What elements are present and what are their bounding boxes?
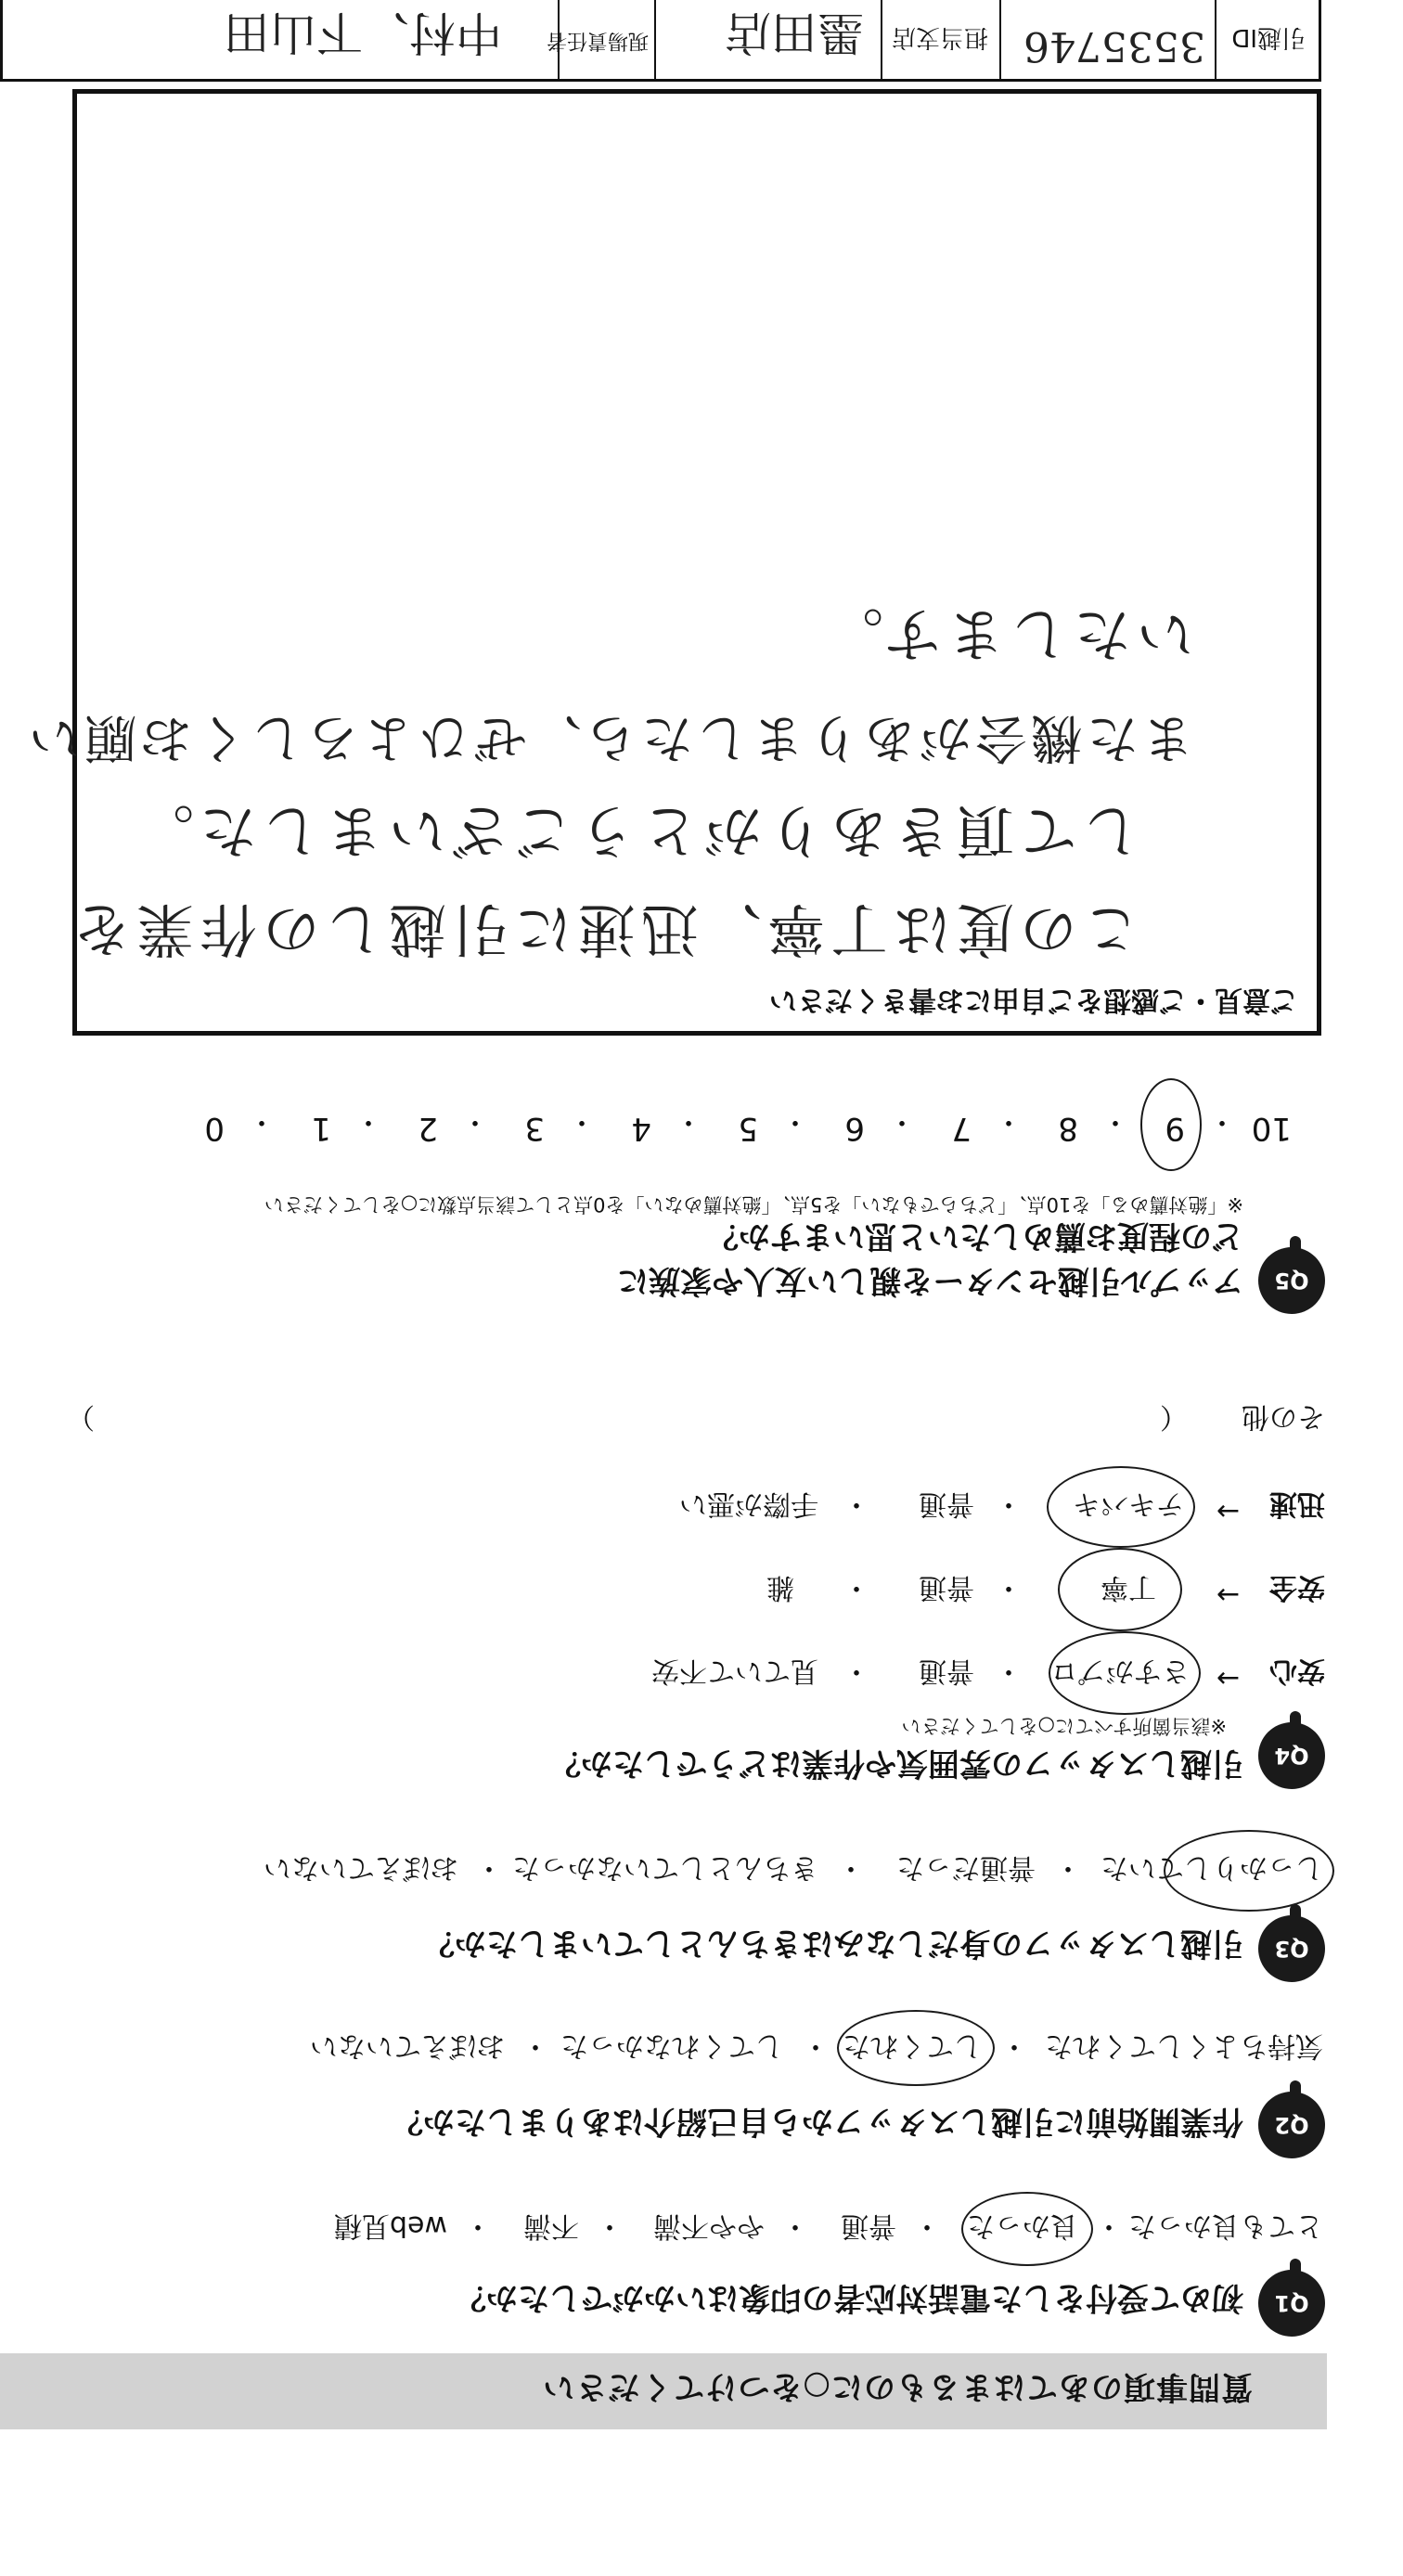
q4-row-label-safety: 安全 (1269, 1571, 1325, 1604)
q4-other-close-paren: ） (67, 1400, 95, 1433)
header-leader-label-cell (546, 0, 654, 79)
q5-question-line1: アップル引越センターを親しい友人や家族に (617, 1262, 1243, 1299)
header-id-label-cell (1215, 0, 1319, 79)
header-branch-value-cell (654, 0, 881, 79)
q3-selection-circle (1164, 1830, 1334, 1912)
header-branch-label-cell (881, 0, 999, 79)
header-id-label: 引越ID (1231, 23, 1306, 51)
q4-speed-option-brisk[interactable]: テキパキ (1073, 1488, 1184, 1520)
q1-option-web-estimate[interactable]: web見積 (333, 2209, 447, 2242)
q1-option-very-good[interactable]: とても良かった (1128, 2209, 1323, 2242)
q4-safety-option-rough[interactable]: 雑 (766, 1571, 794, 1604)
q3-option-proper[interactable]: しっかりしていた (1101, 1851, 1323, 1884)
header-id-value: 3535746 (1023, 22, 1205, 70)
q5-question-line2: どの程度お薦めしたいと思いますか？ (707, 1217, 1243, 1255)
feedback-box (25, 89, 1321, 1036)
q2-option-did-not[interactable]: してくれなかった (560, 2029, 783, 2062)
q4-other-open-paren: （ (1160, 1400, 1188, 1433)
q5-score-5[interactable]: 5 (738, 1110, 758, 1147)
q4-safety-option-normal[interactable]: 普通 (919, 1571, 974, 1604)
feedback-line-4: いたします。 (819, 600, 1194, 668)
q4-mind-option-pro[interactable]: さすがプロ (1050, 1655, 1190, 1687)
q5-score-4[interactable]: 4 (631, 1110, 651, 1147)
q2-badge: Q2 (1258, 2092, 1325, 2158)
q4-mind-option-normal[interactable]: 普通 (919, 1655, 974, 1687)
q4-other-label: その他 (1242, 1400, 1325, 1433)
instruction-banner (0, 2353, 1327, 2429)
q4-speed-option-clumsy[interactable]: 手際が悪い (679, 1488, 818, 1520)
q5-score-10[interactable]: 10 (1251, 1110, 1292, 1147)
q1-option-dissatisfied[interactable]: 不満 (523, 2209, 579, 2242)
q4-row-label-speed: 迅速 (1269, 1488, 1325, 1520)
header-id-value-cell (999, 0, 1215, 79)
q5-score-7[interactable]: 7 (951, 1110, 972, 1147)
q5-score-3[interactable]: 3 (524, 1110, 545, 1147)
q4-safety-option-careful[interactable]: 丁寧 (1101, 1571, 1156, 1604)
q1-option-normal[interactable]: 普通 (841, 2209, 896, 2242)
q5-selection-circle (1140, 1078, 1202, 1171)
q1-question: 初めて受付をした電話対応者の印象はいかがでしたか？ (455, 2279, 1243, 2316)
q3-badge: Q3 (1258, 1915, 1325, 1982)
q2-question: 作業開始前に引越しスタッフから自己紹介はありましたか？ (392, 2103, 1243, 2140)
q5-score-9[interactable]: 9 (1165, 1110, 1185, 1147)
q4-mind-option-anxious[interactable]: 見ていて不安 (651, 1655, 818, 1687)
q3-option-normal[interactable]: 普通だった (896, 1851, 1036, 1884)
feedback-line-3: また機会がありましたら、ぜひよろしくお願い (25, 707, 1194, 767)
q5-note: ※「絶対薦める」を10点、「どちらでもない」を5点、「絶対薦めない」を0点として該当点数に○をしてください (264, 1193, 1243, 1216)
header-branch-label: 担当支店 (891, 23, 988, 51)
q5-score-6[interactable]: 6 (844, 1110, 865, 1147)
q4-badge: Q4 (1258, 1722, 1325, 1789)
q2-option-dont-remember[interactable]: おぼえていない (310, 2029, 505, 2062)
q5-badge: Q5 (1258, 1247, 1325, 1314)
q2-option-very-kindly[interactable]: 気持ちよくしてくれた (1045, 2029, 1323, 2062)
banner-text: 質問事項のあてはまるものに○をつけてください (542, 2368, 1253, 2405)
q4-speed-selection-circle (1047, 1466, 1195, 1548)
feedback-title: ご意見・ご感想をご自由にお書きください (769, 984, 1298, 1016)
q1-option-good[interactable]: 良かった (967, 2209, 1078, 2242)
feedback-line-2: して頂きありがとうございました。 (130, 797, 1140, 865)
q4-safety-selection-circle (1058, 1548, 1182, 1631)
survey-sheet: 質問事項のあてはまるものに○をつけてください Q1 初めて受付をした電話対応者の印象はいかがでしたか？ とても良かった ・ 良かった ・ 普通 ・ やや不満 ・ 不満 ・ web見積 Q2 作業開始前に引越しスタッフから自己紹介はありましたか？ 気持ちよくしてくれた ・ してくれた ・ してくれなかった ・ おぼえていない Q3 引越しスタッフの身だしなみはきちんとしていましたか？ しっかりしていた ・ 普通だった ・ きちんとしていなかった ・ おぼえていない Q4 引越しスタッフの雰囲気や作業はどうでしたか？ ※該当箇所すべてに○をしてください 安心 → さすがプロ ・ 普通 ・ 見ていて不安 安全 → 丁寧 ・ 普通 ・ 雑 迅速 → テキパキ ・ 普通 ・ 手際が悪い その他 （ ） Q5 アップル引越センターを親しい友人や家族に どの程度お薦めしたいと思いますか？ ※「絶対薦める」を10点、「どちらでもない」を5点、「絶対薦めない」を0点として該当点数に○をしてください 10 ・ 9 ・ 8 ・ 7 ・ 6 ・ 5 ・ 4 ・ 3 ・ 2 ・ 1 ・ 0 ご意見・ご感想をご自由にお書きください この度は丁寧、迅速に引越しの作業を して頂きありがとうございました。 また機会がありましたら、ぜひよろしくお願い いたします。 引越ID 3535746 担当支店 墨田店 現場責任者 中村、下山田 (0, 0, 1403, 2576)
q5-score-1[interactable]: 1 (311, 1110, 331, 1147)
q4-question: 引越しスタッフの雰囲気や作業はどうでしたか？ (549, 1745, 1243, 1782)
q1-selection-circle (961, 2192, 1093, 2266)
q5-score-2[interactable]: 2 (418, 1110, 438, 1147)
q3-question: 引越しスタッフの身だしなみはきちんとしていましたか？ (423, 1925, 1243, 1962)
q1-badge: Q1 (1258, 2270, 1325, 2337)
q2-option-did[interactable]: してくれた (843, 2029, 982, 2062)
q4-mind-selection-circle (1049, 1631, 1201, 1715)
header-table (0, 0, 1321, 82)
header-leader-value: 中村、下山田 (224, 6, 502, 59)
q1-option-somewhat-dissatisfied[interactable]: やや不満 (653, 2209, 765, 2242)
header-leader-label: 現場責任者 (546, 29, 649, 52)
q3-option-not-proper[interactable]: きちんとしていなかった (512, 1851, 818, 1884)
q5-score-0[interactable]: 0 (204, 1110, 225, 1147)
q4-row-label-mind: 安心 (1269, 1655, 1325, 1687)
header-leader-value-cell (0, 0, 558, 79)
q3-option-dont-remember[interactable]: おぼえていない (264, 1851, 458, 1884)
q4-speed-option-normal[interactable]: 普通 (919, 1488, 974, 1520)
header-branch-value: 墨田店 (725, 6, 864, 59)
feedback-line-1: この度は丁寧、迅速に引越しの作業を (67, 895, 1140, 963)
q5-score-8[interactable]: 8 (1058, 1110, 1078, 1147)
q4-note: ※該当箇所すべてに○をしてください (901, 1715, 1227, 1737)
q2-selection-circle (837, 2010, 995, 2086)
